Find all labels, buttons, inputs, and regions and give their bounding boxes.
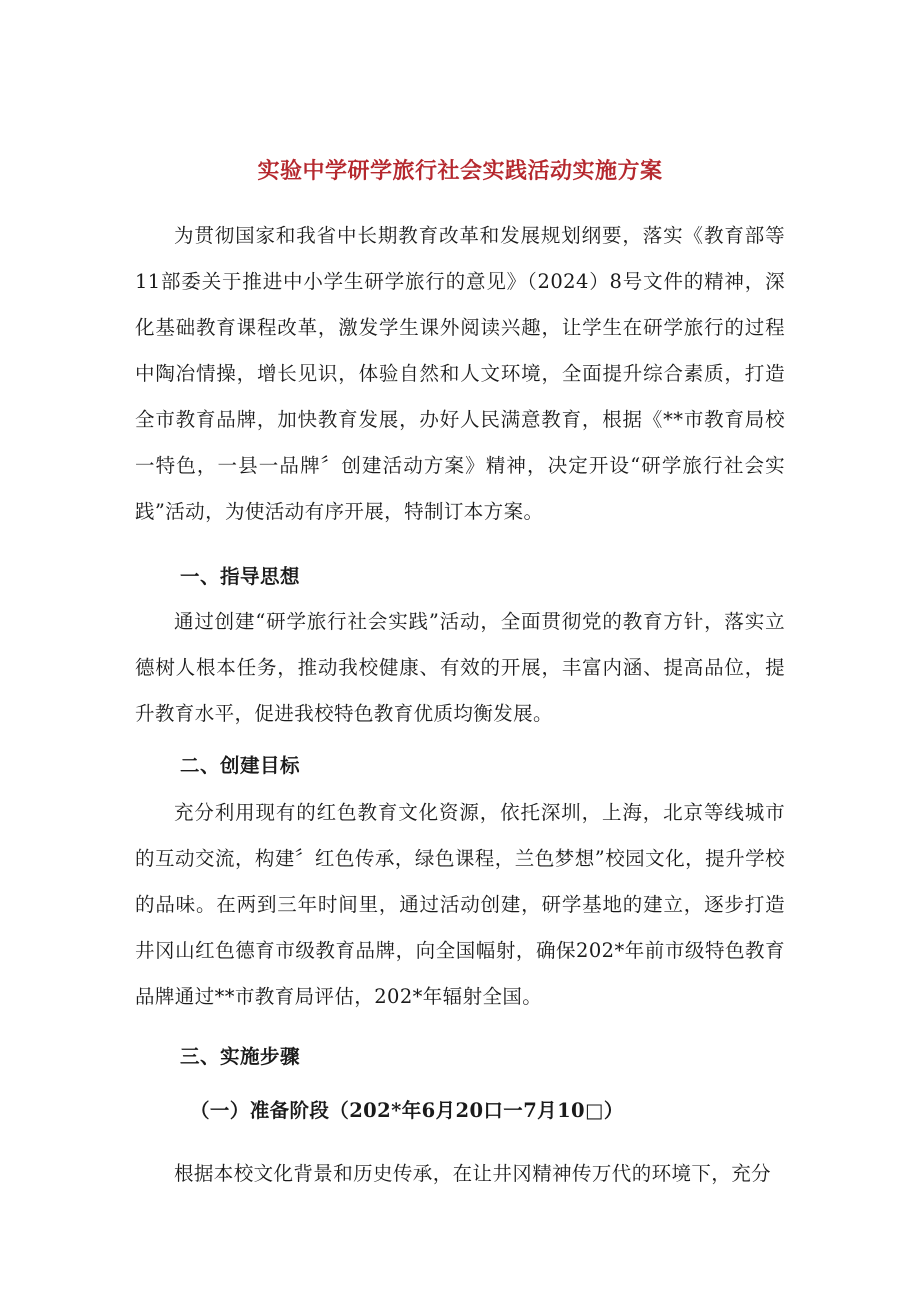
section-heading-steps: 三、实施步骤: [180, 1045, 301, 1068]
section-paragraph-guiding-ideology: 通过创建“研学旅行社会实践”活动，全面贯彻党的教育方针，落实立德树人根本任务，推动我校健康、有效的开展，丰富内涵、提高品位，提升教育水平，促进我校特色教育优质均衡发展。: [135, 610, 785, 725]
section-heading-guiding-ideology: 一、指导思想: [180, 565, 301, 588]
subsection-heading-preparation: （一）准备阶段（202*年6月20口一7月10□）: [190, 1099, 624, 1122]
section-heading-goals: 二、创建目标: [180, 754, 301, 777]
intro-paragraph: 为贯彻国家和我省中长期教育改革和发展规划纲要，落实《教育部等11部委关于推进中小学生研学旅行的意见》（2024）8号文件的精神，深化基础教育课程改革，激发学生课外阅读兴趣，让学生在研学旅行的过程中陶冶情操，增长见识，体验自然和人文环境，全面提升综合素质，打造全市教育品牌，加快教育发展，办好人民满意教育，根据《**市教育局校一特色，一县一品牌〞创建活动方案》精神，决定开设“研学旅行社会实践”活动，为使活动有序开展，特制订本方案。: [135, 224, 785, 523]
document-title: 实验中学研学旅行社会实践活动实施方案: [257, 158, 663, 184]
section-paragraph-steps: 根据本校文化背景和历史传承，在让井冈精神传万代的环境下，充分: [174, 1162, 772, 1185]
section-paragraph-goals: 充分利用现有的红色教育文化资源，依托深圳，上海，北京等线城市的互动交流，构建〞红色传承，绿色课程，兰色梦想”校园文化，提升学校的品味。在两到三年时间里，通过活动创建，研学基地的建立，逐步打造井冈山红色德育市级教育品牌，向全国幅射，确保202*年前市级特色教育品牌通过**市教育局评估，202*年辐射全国。: [135, 801, 785, 1008]
